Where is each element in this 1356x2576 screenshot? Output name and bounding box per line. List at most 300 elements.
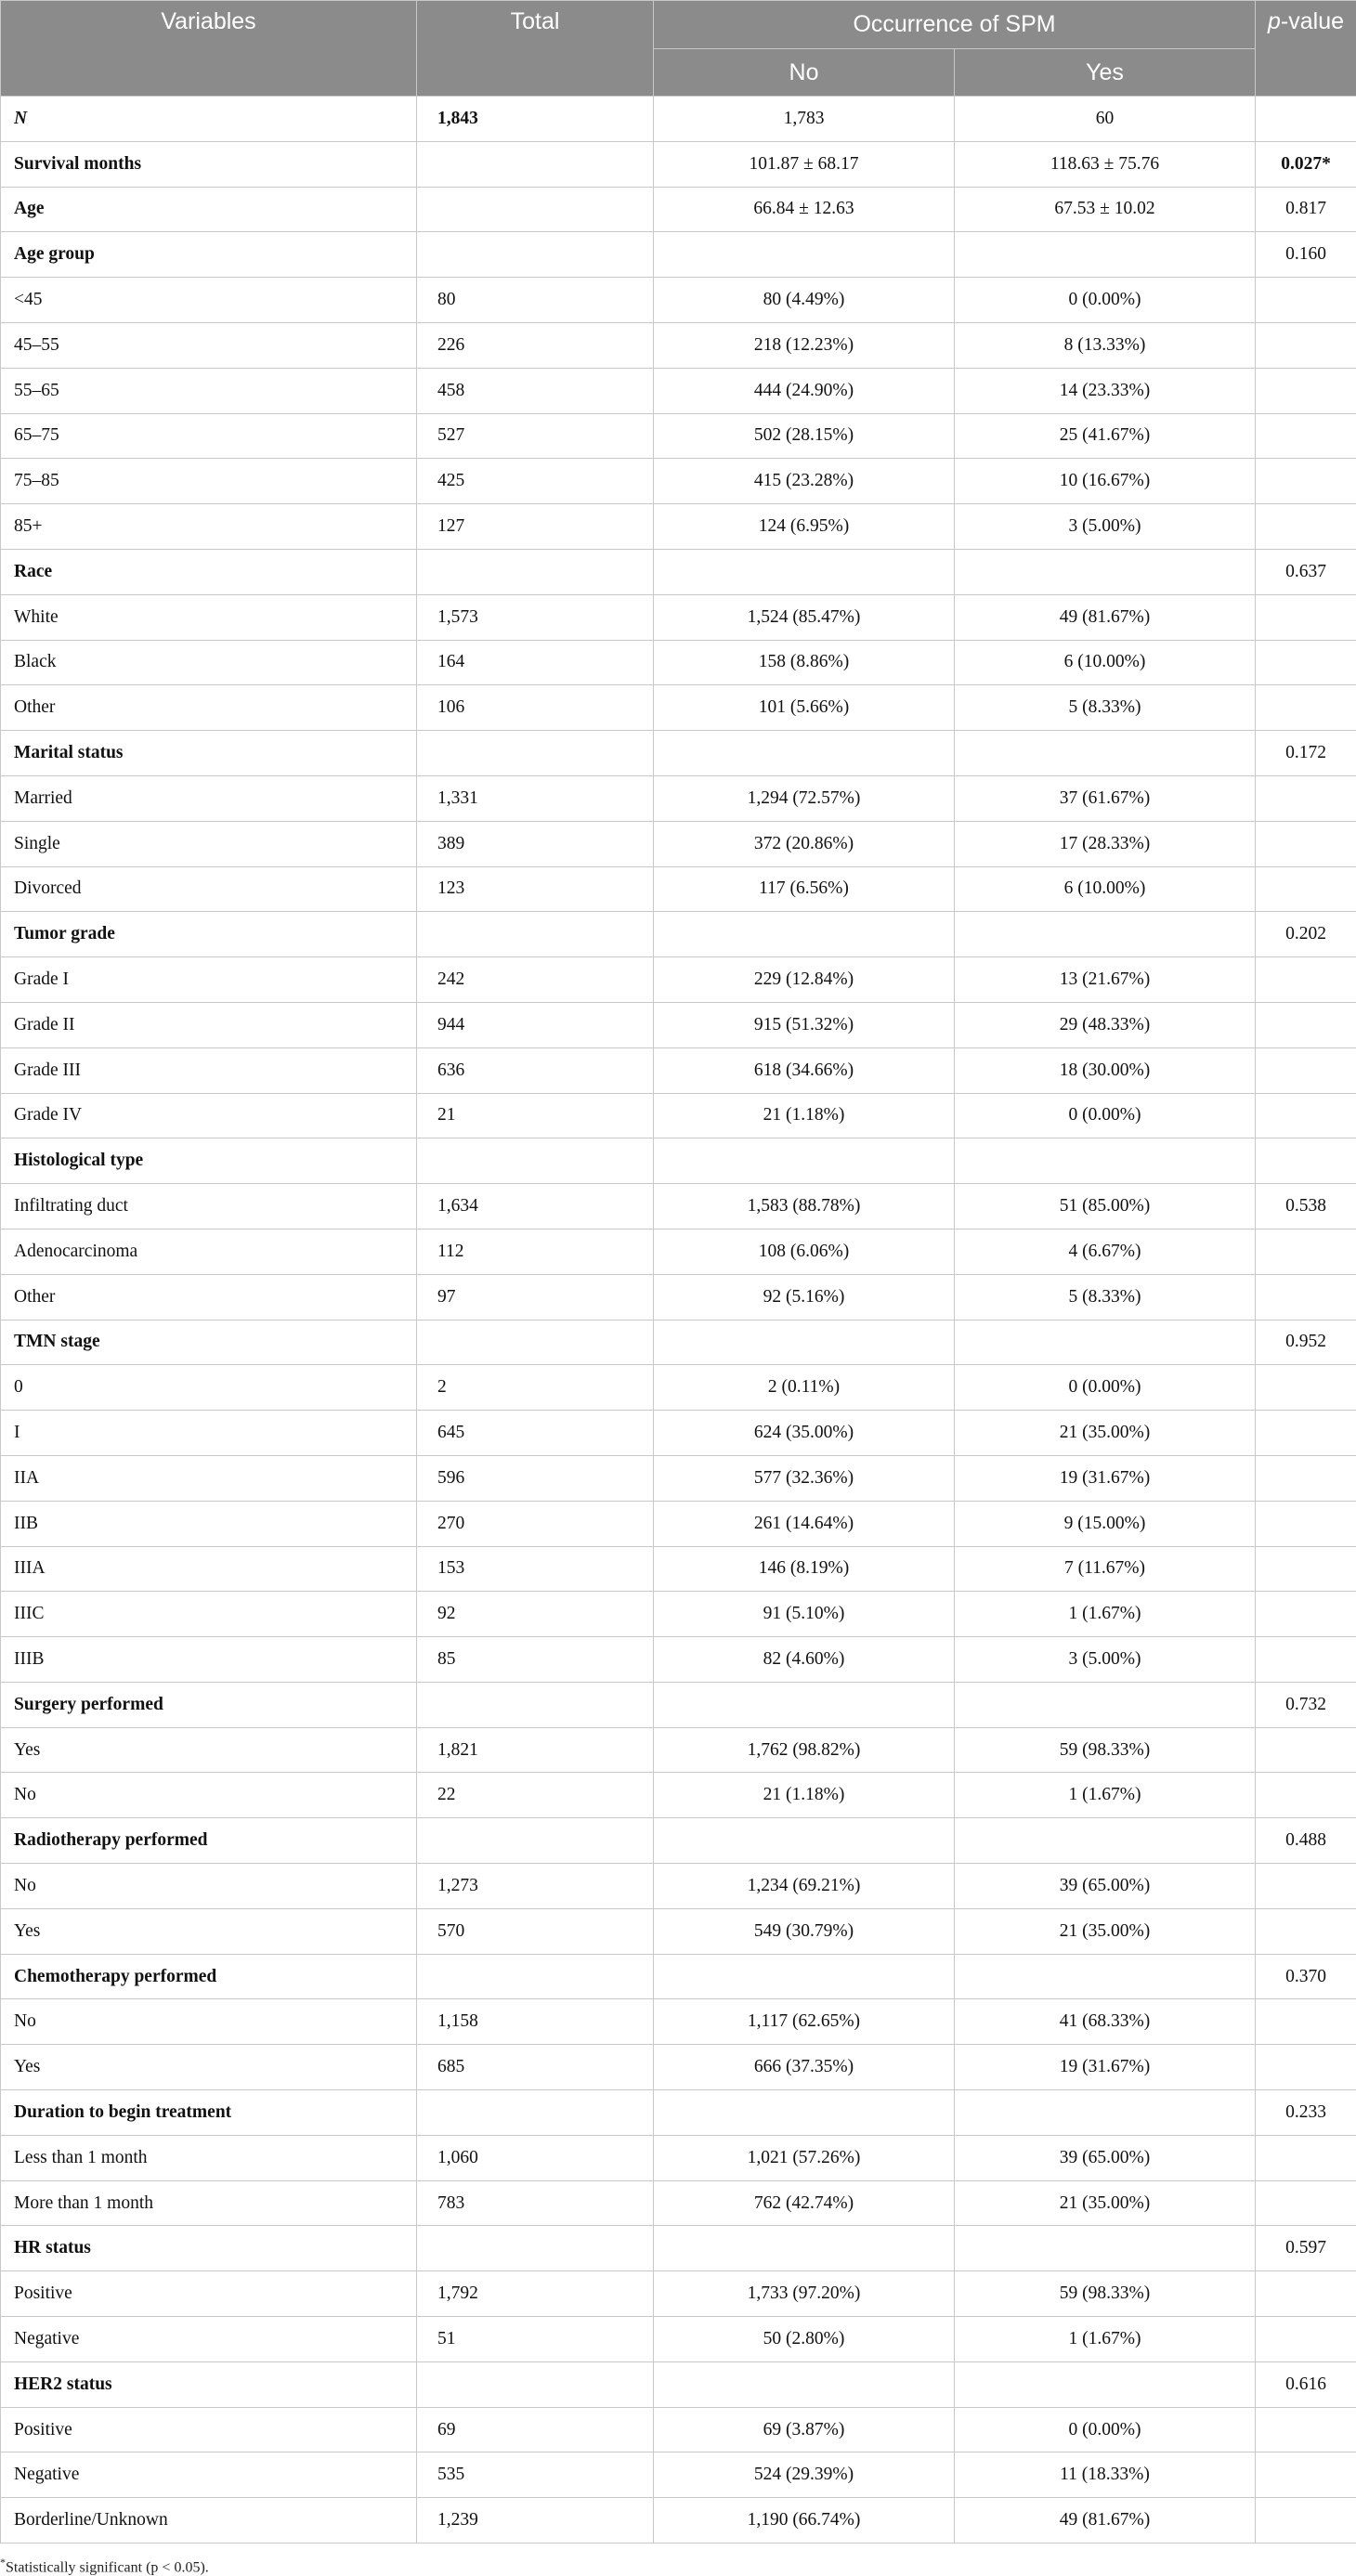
cell-no: 261 (14.64%) xyxy=(654,1501,955,1546)
cell-no: 1,583 (88.78%) xyxy=(654,1184,955,1229)
cell-no: 124 (6.95%) xyxy=(654,504,955,550)
table-row xyxy=(1,1047,1356,1093)
cell-yes: 5 (8.33%) xyxy=(955,1274,1256,1320)
cell-total: 123 xyxy=(417,866,654,912)
cell-variable: Yes xyxy=(1,1727,417,1773)
cell-variable: IIB xyxy=(1,1501,417,1546)
cell-p-value xyxy=(1256,1501,1356,1546)
cell-total: 636 xyxy=(417,1047,654,1093)
cell-total: 92 xyxy=(417,1592,654,1637)
cell-total xyxy=(417,549,654,594)
cell-total: 21 xyxy=(417,1093,654,1138)
cell-variable: Surgery performed xyxy=(1,1682,417,1727)
cell-total: 106 xyxy=(417,685,654,731)
cell-no: 92 (5.16%) xyxy=(654,1274,955,1320)
cell-total: 153 xyxy=(417,1546,654,1592)
table-row xyxy=(1,278,1356,323)
cell-no: 1,190 (66.74%) xyxy=(654,2498,955,2543)
table-row xyxy=(1,821,1356,866)
cell-total: 22 xyxy=(417,1773,654,1818)
cell-yes: 3 (5.00%) xyxy=(955,504,1256,550)
cell-total: 1,792 xyxy=(417,2271,654,2317)
table-row xyxy=(1,232,1356,278)
cell-variable: Divorced xyxy=(1,866,417,912)
table-row xyxy=(1,866,1356,912)
cell-no: 1,733 (97.20%) xyxy=(654,2271,955,2317)
cell-no: 21 (1.18%) xyxy=(654,1093,955,1138)
header-p-value-rest: -value xyxy=(1281,8,1344,34)
cell-total xyxy=(417,2090,654,2136)
cell-no: 1,294 (72.57%) xyxy=(654,775,955,821)
cell-no: 1,524 (85.47%) xyxy=(654,594,955,640)
table-row xyxy=(1,459,1356,504)
cell-no: 444 (24.90%) xyxy=(654,368,955,413)
cell-no: 1,117 (62.65%) xyxy=(654,1999,955,2045)
cell-total: 527 xyxy=(417,413,654,459)
cell-total: 425 xyxy=(417,459,654,504)
table-row xyxy=(1,594,1356,640)
cell-variable: Single xyxy=(1,821,417,866)
cell-total: 112 xyxy=(417,1229,654,1274)
cell-total: 535 xyxy=(417,2452,654,2498)
cell-no xyxy=(654,232,955,278)
cell-no: 158 (8.86%) xyxy=(654,640,955,685)
cell-p-value: 0.952 xyxy=(1256,1320,1356,1365)
cell-p-value xyxy=(1256,2498,1356,2543)
cell-total: 783 xyxy=(417,2180,654,2226)
cell-yes: 1 (1.67%) xyxy=(955,1773,1256,1818)
cell-variable: Less than 1 month xyxy=(1,2135,417,2180)
cell-p-value xyxy=(1256,1047,1356,1093)
cell-total xyxy=(417,2361,654,2407)
cell-total xyxy=(417,1682,654,1727)
cell-p-value xyxy=(1256,685,1356,731)
cell-p-value xyxy=(1256,1002,1356,1047)
cell-no: 762 (42.74%) xyxy=(654,2180,955,2226)
cell-variable: <45 xyxy=(1,278,417,323)
cell-variable: Grade I xyxy=(1,957,417,1003)
table-row xyxy=(1,640,1356,685)
cell-yes: 21 (35.00%) xyxy=(955,1908,1256,1954)
cell-variable: 55–65 xyxy=(1,368,417,413)
cell-yes xyxy=(955,912,1256,957)
cell-yes: 17 (28.33%) xyxy=(955,821,1256,866)
cell-p-value xyxy=(1256,640,1356,685)
table-row xyxy=(1,2407,1356,2452)
cell-p-value: 0.172 xyxy=(1256,731,1356,776)
cell-total: 1,821 xyxy=(417,1727,654,1773)
table-row xyxy=(1,1274,1356,1320)
cell-no: 549 (30.79%) xyxy=(654,1908,955,1954)
table-row xyxy=(1,957,1356,1003)
cell-yes: 25 (41.67%) xyxy=(955,413,1256,459)
cell-variable: No xyxy=(1,1773,417,1818)
cell-variable: I xyxy=(1,1411,417,1456)
cell-variable: Histological type xyxy=(1,1138,417,1184)
cell-variable: IIIC xyxy=(1,1592,417,1637)
cell-variable: Borderline/Unknown xyxy=(1,2498,417,2543)
cell-p-value xyxy=(1256,1365,1356,1411)
cell-yes xyxy=(955,1954,1256,1999)
cell-no xyxy=(654,1682,955,1727)
cell-p-value xyxy=(1256,1411,1356,1456)
cell-variable: Radiotherapy performed xyxy=(1,1818,417,1864)
cell-p-value xyxy=(1256,1592,1356,1637)
cell-total: 69 xyxy=(417,2407,654,2452)
cell-p-value xyxy=(1256,2045,1356,2090)
cell-no xyxy=(654,1138,955,1184)
cell-p-value xyxy=(1256,821,1356,866)
cell-p-value: 0.637 xyxy=(1256,549,1356,594)
cell-total: 80 xyxy=(417,278,654,323)
cell-p-value xyxy=(1256,278,1356,323)
cell-total: 1,843 xyxy=(417,97,654,142)
table-row xyxy=(1,187,1356,232)
cell-variable: Age xyxy=(1,187,417,232)
cell-yes: 0 (0.00%) xyxy=(955,2407,1256,2452)
cell-yes: 59 (98.33%) xyxy=(955,2271,1256,2317)
cell-yes: 0 (0.00%) xyxy=(955,1365,1256,1411)
cell-yes: 21 (35.00%) xyxy=(955,1411,1256,1456)
cell-variable: Negative xyxy=(1,2317,417,2362)
cell-no xyxy=(654,1954,955,1999)
cell-variable: Negative xyxy=(1,2452,417,2498)
cell-p-value: 0.488 xyxy=(1256,1818,1356,1864)
cell-yes xyxy=(955,1138,1256,1184)
table-row xyxy=(1,1546,1356,1592)
cell-p-value xyxy=(1256,2407,1356,2452)
cell-total: 270 xyxy=(417,1501,654,1546)
cell-total xyxy=(417,731,654,776)
cell-p-value xyxy=(1256,1637,1356,1683)
table-row xyxy=(1,2135,1356,2180)
cell-no: 117 (6.56%) xyxy=(654,866,955,912)
cell-variable: Age group xyxy=(1,232,417,278)
cell-variable: 0 xyxy=(1,1365,417,1411)
table-row xyxy=(1,1592,1356,1637)
cell-p-value: 0.732 xyxy=(1256,1682,1356,1727)
cell-total: 645 xyxy=(417,1411,654,1456)
cell-yes: 39 (65.00%) xyxy=(955,1864,1256,1909)
cell-variable: Positive xyxy=(1,2407,417,2452)
cell-p-value xyxy=(1256,775,1356,821)
header-p-value xyxy=(1256,1,1356,97)
cell-yes: 6 (10.00%) xyxy=(955,866,1256,912)
cell-yes: 1 (1.67%) xyxy=(955,1592,1256,1637)
cell-p-value xyxy=(1256,1274,1356,1320)
cell-total: 1,060 xyxy=(417,2135,654,2180)
cell-variable: Adenocarcinoma xyxy=(1,1229,417,1274)
cell-yes: 118.63 ± 75.76 xyxy=(955,141,1256,187)
footnote-mark: * xyxy=(0,2556,6,2569)
cell-yes: 67.53 ± 10.02 xyxy=(955,187,1256,232)
cell-no xyxy=(654,2361,955,2407)
table-row xyxy=(1,1229,1356,1274)
footnote xyxy=(0,2556,209,2576)
cell-variable: 45–55 xyxy=(1,322,417,368)
cell-total: 389 xyxy=(417,821,654,866)
table-row xyxy=(1,1818,1356,1864)
cell-p-value xyxy=(1256,1093,1356,1138)
table-row xyxy=(1,97,1356,142)
cell-yes xyxy=(955,232,1256,278)
cell-no: 80 (4.49%) xyxy=(654,278,955,323)
cell-total: 97 xyxy=(417,1274,654,1320)
table-row xyxy=(1,1411,1356,1456)
cell-p-value xyxy=(1256,413,1356,459)
cell-yes: 49 (81.67%) xyxy=(955,2498,1256,2543)
cell-no: 1,234 (69.21%) xyxy=(654,1864,955,1909)
cell-yes: 51 (85.00%) xyxy=(955,1184,1256,1229)
cell-no: 50 (2.80%) xyxy=(654,2317,955,2362)
cell-variable: 75–85 xyxy=(1,459,417,504)
cell-yes: 3 (5.00%) xyxy=(955,1637,1256,1683)
cell-p-value: 0.370 xyxy=(1256,1954,1356,1999)
cell-total: 458 xyxy=(417,368,654,413)
cell-yes: 19 (31.67%) xyxy=(955,2045,1256,2090)
cell-total: 127 xyxy=(417,504,654,550)
cell-variable: Grade III xyxy=(1,1047,417,1093)
table-row xyxy=(1,1138,1356,1184)
cell-yes: 39 (65.00%) xyxy=(955,2135,1256,2180)
cell-p-value xyxy=(1256,459,1356,504)
cell-total xyxy=(417,1818,654,1864)
cell-total: 1,331 xyxy=(417,775,654,821)
cell-total: 944 xyxy=(417,1002,654,1047)
cell-no xyxy=(654,1320,955,1365)
cell-p-value xyxy=(1256,322,1356,368)
cell-variable: Grade IV xyxy=(1,1093,417,1138)
cell-no: 82 (4.60%) xyxy=(654,1637,955,1683)
table-row xyxy=(1,731,1356,776)
cell-yes xyxy=(955,2090,1256,2136)
cell-no xyxy=(654,2090,955,2136)
cell-yes: 1 (1.67%) xyxy=(955,2317,1256,2362)
table-row xyxy=(1,1184,1356,1229)
table-row xyxy=(1,1773,1356,1818)
cell-no xyxy=(654,1818,955,1864)
table-row xyxy=(1,2180,1356,2226)
cell-variable: Other xyxy=(1,685,417,731)
cell-p-value xyxy=(1256,1546,1356,1592)
cell-total: 1,273 xyxy=(417,1864,654,1909)
table-row xyxy=(1,141,1356,187)
cell-no: 1,762 (98.82%) xyxy=(654,1727,955,1773)
cell-no xyxy=(654,2226,955,2271)
cell-variable: 65–75 xyxy=(1,413,417,459)
cell-no: 666 (37.35%) xyxy=(654,2045,955,2090)
cell-total: 242 xyxy=(417,957,654,1003)
cell-yes: 14 (23.33%) xyxy=(955,368,1256,413)
table-row xyxy=(1,2090,1356,2136)
table-row xyxy=(1,1727,1356,1773)
cell-no: 372 (20.86%) xyxy=(654,821,955,866)
cell-yes: 37 (61.67%) xyxy=(955,775,1256,821)
cell-total: 1,158 xyxy=(417,1999,654,2045)
cell-total xyxy=(417,1954,654,1999)
cell-no: 21 (1.18%) xyxy=(654,1773,955,1818)
header-no: No xyxy=(654,49,955,97)
cell-variable: N xyxy=(1,97,417,142)
cell-yes xyxy=(955,2361,1256,2407)
cell-p-value: 0.160 xyxy=(1256,232,1356,278)
cell-no: 618 (34.66%) xyxy=(654,1047,955,1093)
cell-no: 1,021 (57.26%) xyxy=(654,2135,955,2180)
cell-yes: 0 (0.00%) xyxy=(955,1093,1256,1138)
cell-no: 624 (35.00%) xyxy=(654,1411,955,1456)
cell-p-value xyxy=(1256,2317,1356,2362)
cell-variable: IIIA xyxy=(1,1546,417,1592)
footnote-text: Statistically significant (p < 0.05). xyxy=(6,2559,209,2575)
cell-yes: 60 xyxy=(955,97,1256,142)
cell-variable: Tumor grade xyxy=(1,912,417,957)
cell-variable: Duration to begin treatment xyxy=(1,2090,417,2136)
table-row xyxy=(1,775,1356,821)
cell-yes: 8 (13.33%) xyxy=(955,322,1256,368)
cell-p-value: 0.597 xyxy=(1256,2226,1356,2271)
cell-yes: 29 (48.33%) xyxy=(955,1002,1256,1047)
cell-no xyxy=(654,549,955,594)
cell-p-value xyxy=(1256,2452,1356,2498)
table-row xyxy=(1,2271,1356,2317)
table-row xyxy=(1,2498,1356,2543)
cell-p-value xyxy=(1256,2271,1356,2317)
cell-total xyxy=(417,912,654,957)
cell-p-value xyxy=(1256,1999,1356,2045)
cell-p-value xyxy=(1256,2135,1356,2180)
cell-no: 915 (51.32%) xyxy=(654,1002,955,1047)
header-variables: Variables xyxy=(1,1,417,97)
cell-no: 2 (0.11%) xyxy=(654,1365,955,1411)
cell-no: 108 (6.06%) xyxy=(654,1229,955,1274)
cell-variable: TMN stage xyxy=(1,1320,417,1365)
cell-variable: Survival months xyxy=(1,141,417,187)
cell-variable: IIA xyxy=(1,1455,417,1501)
cell-total xyxy=(417,2226,654,2271)
cell-no: 69 (3.87%) xyxy=(654,2407,955,2452)
cell-yes: 4 (6.67%) xyxy=(955,1229,1256,1274)
cell-p-value xyxy=(1256,2180,1356,2226)
cell-total: 2 xyxy=(417,1365,654,1411)
cell-variable: HER2 status xyxy=(1,2361,417,2407)
cell-yes: 59 (98.33%) xyxy=(955,1727,1256,1773)
cell-variable: Other xyxy=(1,1274,417,1320)
cell-no: 146 (8.19%) xyxy=(654,1546,955,1592)
header-p-value-italic: p xyxy=(1268,8,1281,34)
table-row xyxy=(1,1365,1356,1411)
cell-p-value xyxy=(1256,1727,1356,1773)
table-row xyxy=(1,1501,1356,1546)
cell-p-value xyxy=(1256,594,1356,640)
cell-yes: 5 (8.33%) xyxy=(955,685,1256,731)
cell-variable: Infiltrating duct xyxy=(1,1184,417,1229)
cell-total: 685 xyxy=(417,2045,654,2090)
cell-total xyxy=(417,141,654,187)
cell-yes: 9 (15.00%) xyxy=(955,1501,1256,1546)
cell-no: 229 (12.84%) xyxy=(654,957,955,1003)
cell-p-value xyxy=(1256,1455,1356,1501)
cell-no: 218 (12.23%) xyxy=(654,322,955,368)
table-row xyxy=(1,1954,1356,1999)
cell-variable: Race xyxy=(1,549,417,594)
cell-yes: 6 (10.00%) xyxy=(955,640,1256,685)
cell-no: 101.87 ± 68.17 xyxy=(654,141,955,187)
table-row xyxy=(1,1999,1356,2045)
cell-no: 1,783 xyxy=(654,97,955,142)
table-row xyxy=(1,2045,1356,2090)
cell-variable: Chemotherapy performed xyxy=(1,1954,417,1999)
cell-no: 577 (32.36%) xyxy=(654,1455,955,1501)
cell-no: 91 (5.10%) xyxy=(654,1592,955,1637)
cell-yes: 18 (30.00%) xyxy=(955,1047,1256,1093)
cell-variable: Positive xyxy=(1,2271,417,2317)
cell-total: 596 xyxy=(417,1455,654,1501)
cell-variable: No xyxy=(1,1999,417,2045)
cell-yes xyxy=(955,549,1256,594)
cell-total: 570 xyxy=(417,1908,654,1954)
cell-p-value: 0.817 xyxy=(1256,187,1356,232)
cell-no xyxy=(654,731,955,776)
cell-total: 51 xyxy=(417,2317,654,2362)
table-row xyxy=(1,1002,1356,1047)
header-occurrence-of-spm: Occurrence of SPM xyxy=(654,1,1256,49)
cell-total: 226 xyxy=(417,322,654,368)
table-row xyxy=(1,549,1356,594)
cell-yes: 49 (81.67%) xyxy=(955,594,1256,640)
cell-total xyxy=(417,1320,654,1365)
cell-no: 66.84 ± 12.63 xyxy=(654,187,955,232)
cell-variable: Yes xyxy=(1,1908,417,1954)
cell-no: 101 (5.66%) xyxy=(654,685,955,731)
cell-variable: Grade II xyxy=(1,1002,417,1047)
cell-variable: Married xyxy=(1,775,417,821)
table-body xyxy=(1,97,1356,2543)
cell-p-value xyxy=(1256,1138,1356,1184)
cell-total: 85 xyxy=(417,1637,654,1683)
cell-variable: White xyxy=(1,594,417,640)
cell-variable: HR status xyxy=(1,2226,417,2271)
cell-p-value: 0.027* xyxy=(1256,141,1356,187)
cell-yes xyxy=(955,731,1256,776)
cell-total: 1,239 xyxy=(417,2498,654,2543)
cell-total xyxy=(417,232,654,278)
cell-yes xyxy=(955,1682,1256,1727)
cell-p-value xyxy=(1256,1229,1356,1274)
header-total: Total xyxy=(417,1,654,97)
cell-no: 524 (29.39%) xyxy=(654,2452,955,2498)
cell-yes: 13 (21.67%) xyxy=(955,957,1256,1003)
cell-yes: 11 (18.33%) xyxy=(955,2452,1256,2498)
cell-yes: 7 (11.67%) xyxy=(955,1546,1256,1592)
table-row xyxy=(1,322,1356,368)
cell-p-value: 0.202 xyxy=(1256,912,1356,957)
cell-yes: 41 (68.33%) xyxy=(955,1999,1256,2045)
cell-yes: 19 (31.67%) xyxy=(955,1455,1256,1501)
table-row xyxy=(1,1637,1356,1683)
cell-variable: No xyxy=(1,1864,417,1909)
cell-p-value xyxy=(1256,1864,1356,1909)
cell-p-value xyxy=(1256,1773,1356,1818)
cell-yes: 0 (0.00%) xyxy=(955,278,1256,323)
cell-no xyxy=(654,912,955,957)
cell-p-value xyxy=(1256,1908,1356,1954)
cell-p-value: 0.538 xyxy=(1256,1184,1356,1229)
table-header xyxy=(1,1,1356,97)
cell-variable: More than 1 month xyxy=(1,2180,417,2226)
table-row xyxy=(1,2452,1356,2498)
cell-yes xyxy=(955,1320,1256,1365)
cell-p-value xyxy=(1256,957,1356,1003)
